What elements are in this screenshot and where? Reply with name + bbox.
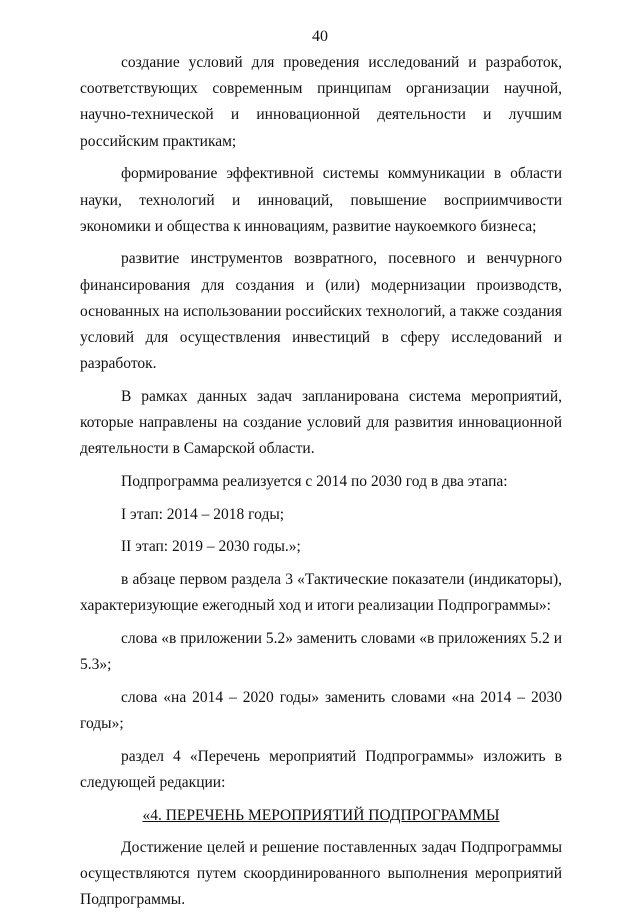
- paragraph-7: II этап: 2019 – 2030 годы.»;: [121, 538, 301, 556]
- paragraph-3: развитие инструментов возвратного, посевного и венчурного финансирования для создания и (или) модернизации производств, основанных на использовании российских технологий, а также создания условий для осуществления инвестиций в сферу исследований и разработок.: [80, 250, 562, 373]
- section-heading: «4. ПЕРЕЧЕНЬ МЕРОПРИЯТИЙ ПОДПРОГРАММЫ: [142, 806, 500, 824]
- paragraph-8: в абзаце первом раздела 3 «Тактические показатели (индикаторы), характеризующие ежегодный ход и итоги реализации Подпрограммы»:: [80, 571, 562, 615]
- final-paragraph: Достижение целей и решение поставленных задач Подпрограммы осуществляются путем скоординированного выполнения мероприятий Подпрограммы.: [80, 838, 562, 909]
- paragraph-11: раздел 4 «Перечень мероприятий Подпрограммы» изложить в следующей редакции:: [80, 747, 562, 792]
- paragraph-6: I этап: 2014 – 2018 годы;: [121, 505, 285, 523]
- paragraph-2: формирование эффективной системы коммуникации в области науки, технологий и инноваций, повышение восприимчивости экономики и общества к инновациям, развитие наукоемкого бизнеса;: [80, 165, 562, 235]
- paragraph-9: слова «в приложении 5.2» заменить словами «в приложениях 5.2 и 5.3»;: [80, 630, 562, 674]
- paragraph-10: слова «на 2014 – 2020 годы» заменить словами «на 2014 – 2030 годы»;: [80, 688, 562, 733]
- paragraph-4: В рамках данных задач запланирована система мероприятий, которые направлены на создание условий для развития инновационной деятельности в Самарской области.: [80, 387, 562, 458]
- paragraph-1: создание условий для проведения исследований и разработок, соответствующих современным принципам организации научной, научно-технической и инновационной деятельности и лучшим российским практикам;: [80, 54, 562, 150]
- paragraph-5: Подпрограмма реализуется с 2014 по 2030 год в два этапа:: [121, 473, 508, 491]
- page-number: 40: [312, 28, 328, 45]
- document-body: [80, 50, 562, 920]
